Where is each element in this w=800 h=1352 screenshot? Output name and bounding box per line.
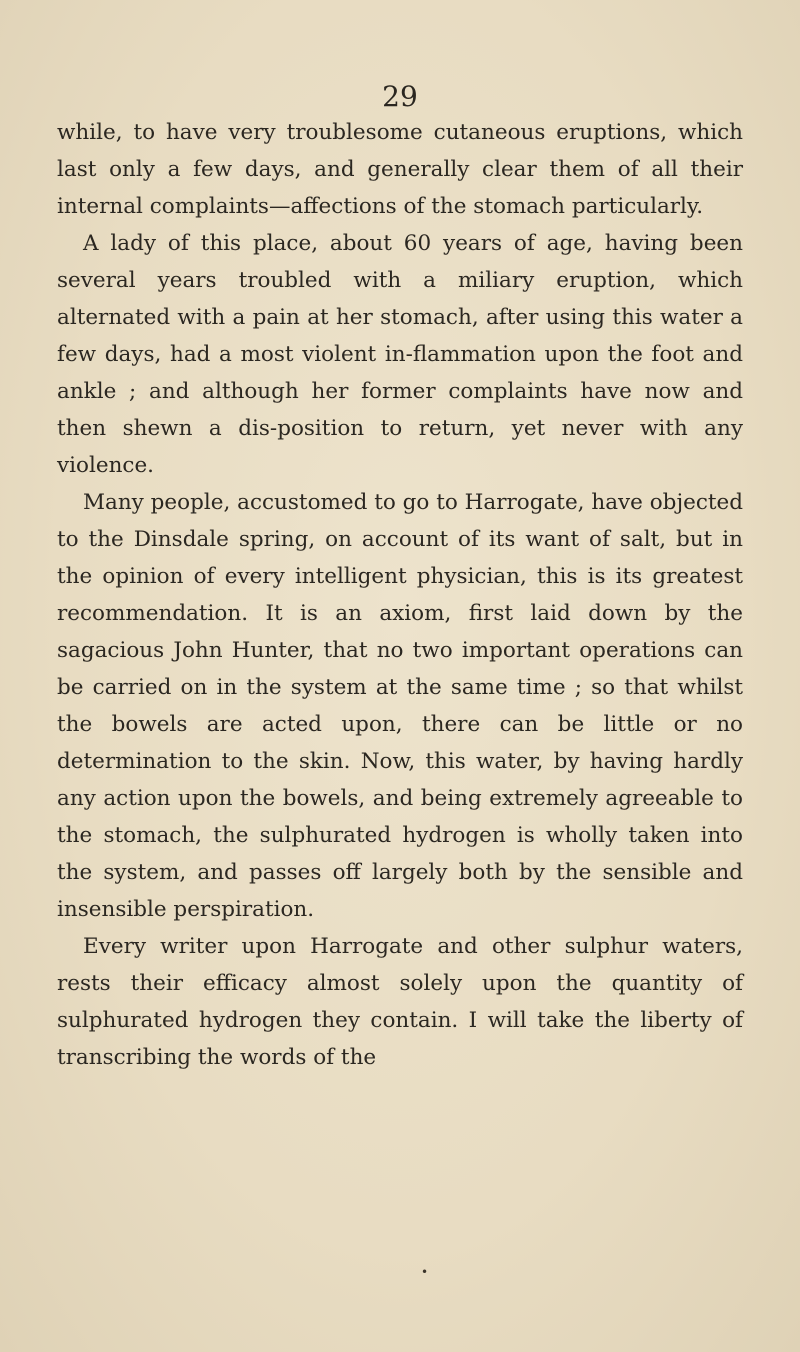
page-number: 29 — [382, 80, 418, 113]
page-text-body — [57, 114, 743, 1076]
paragraph-2: A lady of this place, about 60 years of age, having been several years troubled with a miliary eruption, which alternated with a pain at her stomach, after using this water a few days, had a most violent in-flammation upon the foot and ankle ; and although her former complaints have now and then shewn a dis-position to return, yet never with any violence. — [57, 231, 743, 478]
paragraph-4: Every writer upon Harrogate and other sulphur waters, rests their efficacy almost solely upon the quantity of sulphurated hydrogen they contain. I will take the liberty of transcribing the words of the — [57, 934, 743, 1070]
paragraph-1: while, to have very troublesome cutaneous eruptions, which last only a few days, and generally clear them of all their internal complaints—affections of the stomach particularly. — [57, 120, 743, 219]
signature-mark: • — [421, 1265, 429, 1279]
paragraph-3: Many people, accustomed to go to Harrogate, have objected to the Dinsdale spring, on account of its want of salt, but in the opinion of every intelligent physician, this is its greatest recommendation. It is an axiom, first laid down by the sagacious John Hunter, that no two important operations can be carried on in the system at the same time ; so that whilst the bowels are acted upon, there can be little or no determination to the skin. Now, this water, by having hardly any action upon the bowels, and being extremely agreeable to the stomach, the sulphurated hydrogen is wholly taken into the system, and passes off largely both by the sensible and insensible perspiration. — [57, 490, 743, 922]
